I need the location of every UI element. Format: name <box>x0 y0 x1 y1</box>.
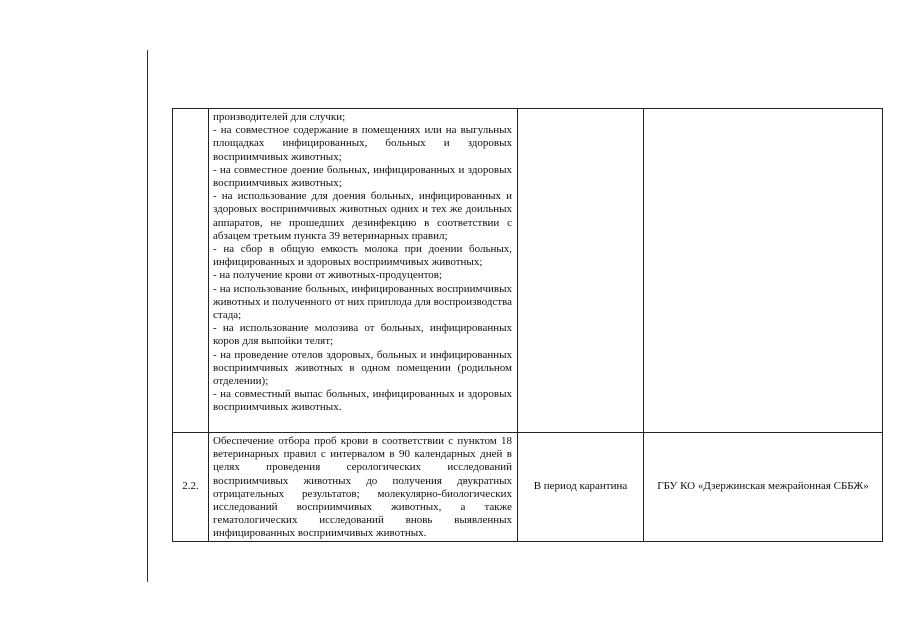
period-cell <box>518 109 644 433</box>
measure-cell: Обеспечение отбора проб крови в соответствии с пунктом 18 ветеринарных правил с интервалом в 90 календарных дней в целях проведения серологических исследований восприимчивых животных до получения двукратных отрицательных результатов; молекулярно-биологических исследований восприимчивых животных, а также гематологических исследований вновь выявленных инфицированных восприимчивых животных. <box>209 433 518 542</box>
measure-line: - на совместное доение больных, инфицированных и здоровых восприимчивых животных; <box>213 163 512 190</box>
table-row <box>173 109 883 433</box>
responsible-cell <box>644 109 883 433</box>
measure-line: - на совместное содержание в помещениях или на выгульных площадках инфицированных, больных и здоровых восприимчивых животных; <box>213 124 512 163</box>
table-row <box>173 433 883 542</box>
measure-line: - на проведение отелов здоровых, больных и инфицированных восприимчивых животных в одном помещении (родильном отделении); <box>213 348 512 388</box>
measures-table <box>172 108 883 542</box>
responsible-cell: ГБУ КО «Дзержинская межрайонная СББЖ» <box>644 433 883 542</box>
measure-line: - на совместный выпас больных, инфицированных и здоровых восприимчивых животных. <box>213 388 512 414</box>
measure-line: производителей для случки; <box>213 111 346 123</box>
period-cell: В период карантина <box>518 433 644 542</box>
measure-line: - на использование больных, инфицированных восприимчивых животных и полученного от них приплода для воспроизводства стада; <box>213 282 512 322</box>
measure-line: - на сбор в общую емкость молока при доении больных, инфицированных и здоровых восприимчивых животных; <box>213 243 512 269</box>
row-number-cell: 2.2. <box>173 433 209 542</box>
measure-line: - на использование для доения больных, инфицированных и здоровых восприимчивых животных одних и тех же доильных аппаратов, не прошедших дезинфекцию в соответствии с абзацем третьим пункта 39 ветеринарных правил; <box>213 190 512 242</box>
measure-line: - на получение крови от животных-продуцентов; <box>213 269 443 282</box>
measure-cell <box>209 109 518 433</box>
binding-margin-line <box>147 50 148 582</box>
measure-line: - на использование молозива от больных, инфицированных коров для выпойки телят; <box>213 322 512 348</box>
row-number-cell <box>173 109 209 433</box>
